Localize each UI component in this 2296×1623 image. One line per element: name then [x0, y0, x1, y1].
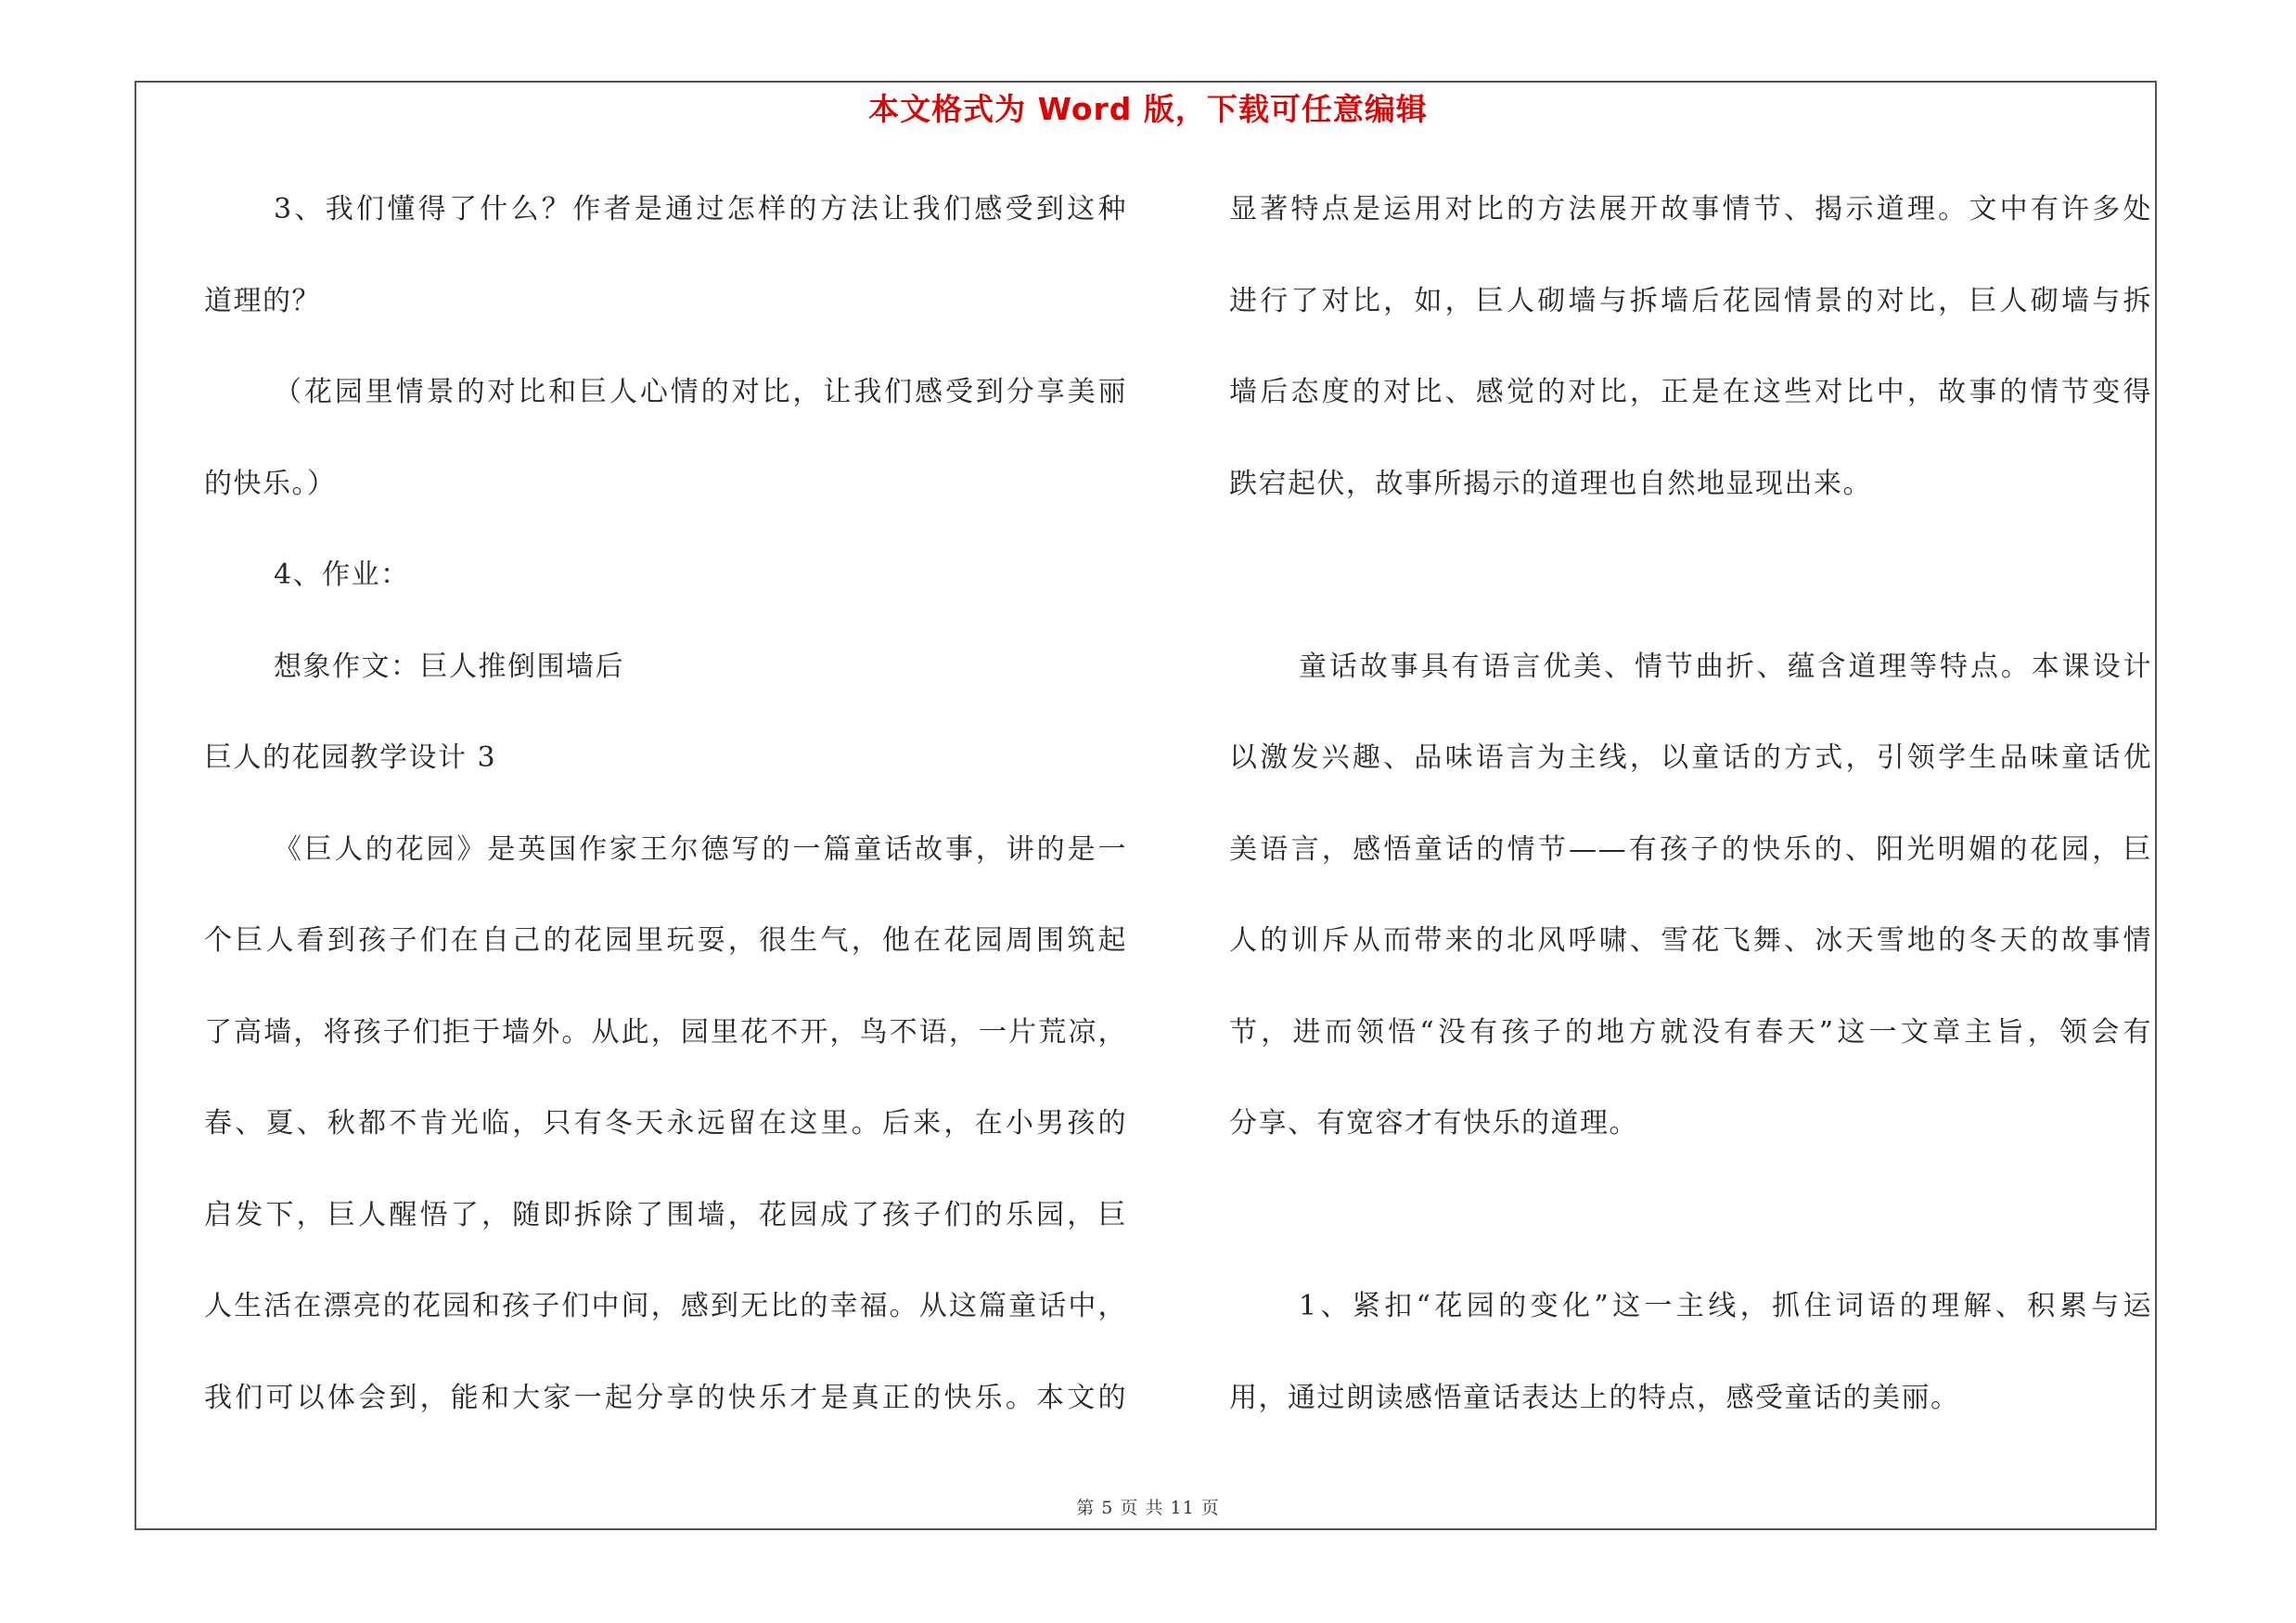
page-number: 第 5 页 共 11 页	[1076, 1498, 1220, 1518]
paragraph-line: 个巨人看到孩子们在自己的花园里玩耍，很生气，他在花园周围筑起	[204, 924, 1127, 957]
paragraph-gap	[1229, 1187, 2152, 1279]
paragraph-line: 1、紧扣“花园的变化”这一主线，抓住词语的理解、积累与运	[1299, 1290, 2152, 1322]
paragraph-line: 想象作文：巨人推倒围墙后	[274, 650, 624, 683]
paragraph-line: 节，进而领悟“没有孩子的地方就没有春天”这一文章主旨，领会有	[1229, 1015, 2152, 1049]
word-format-banner: 本文格式为 Word 版，下载可任意编辑	[868, 91, 1428, 127]
paragraph-line: 进行了对比，如，巨人砌墙与拆墙后花园情景的对比，巨人砌墙与拆	[1229, 284, 2152, 317]
paragraph-line: 跌宕起伏，故事所揭示的道理也自然地显现出来。	[1229, 467, 1872, 500]
paragraph-line: 的快乐。）	[204, 467, 337, 500]
paragraph-line: 了高墙，将孩子们拒于墙外。从此，园里花不开，鸟不语，一片荒凉，	[204, 1015, 1127, 1049]
paragraph-line: 4、作业：	[274, 559, 410, 591]
paragraph-line: 分享、有宽容才有快乐的道理。	[1229, 1107, 1638, 1140]
paragraph-line: 墙后态度的对比、感觉的对比，正是在这些对比中，故事的情节变得	[1229, 376, 2152, 408]
paragraph-line: 以激发兴趣、品味语言为主线，以童话的方式，引领学生品味童话优	[1229, 741, 2152, 774]
paragraph-line: 美语言，感悟童话的情节——有孩子的快乐的、阳光明媚的花园，巨	[1229, 832, 2152, 866]
left-column	[204, 181, 1127, 1461]
paragraph-line: 道理的？	[204, 284, 321, 317]
paragraph-line: （花园里情景的对比和巨人心情的对比，让我们感受到分享美丽	[274, 376, 1127, 408]
paragraph-gap	[1229, 547, 2152, 638]
paragraph-line: 童话故事具有语言优美、情节曲折、蕴含道理等特点。本课设计	[1299, 650, 2152, 683]
paragraph-line: 人生活在漂亮的花园和孩子们中间，感到无比的幸福。从这篇童话中，	[204, 1290, 1127, 1322]
paragraph-line: 我们可以体会到，能和大家一起分享的快乐才是真正的快乐。本文的	[204, 1381, 1127, 1414]
paragraph-line: 春、夏、秋都不肯光临，只有冬天永远留在这里。后来，在小男孩的	[204, 1107, 1127, 1140]
paragraph-line: 显著特点是运用对比的方法展开故事情节、揭示道理。文中有许多处	[1229, 193, 2152, 225]
section-title: 巨人的花园教学设计 3	[204, 741, 497, 774]
paragraph-line: 人的训斥从而带来的北风呼啸、雪花飞舞、冰天雪地的冬天的故事情	[1229, 924, 2152, 957]
paragraph-line: 用，通过朗读感悟童话表达上的特点，感受童话的美丽。	[1229, 1381, 1960, 1414]
paragraph-line: 启发下，巨人醒悟了，随即拆除了围墙，花园成了孩子们的乐园，巨	[204, 1198, 1127, 1231]
paragraph-line: 《巨人的花园》是英国作家王尔德写的一篇童话故事，讲的是一	[274, 832, 1127, 866]
paragraph-line: 3、我们懂得了什么？作者是通过怎样的方法让我们感受到这种	[274, 193, 1127, 225]
right-column	[1229, 181, 2152, 1461]
